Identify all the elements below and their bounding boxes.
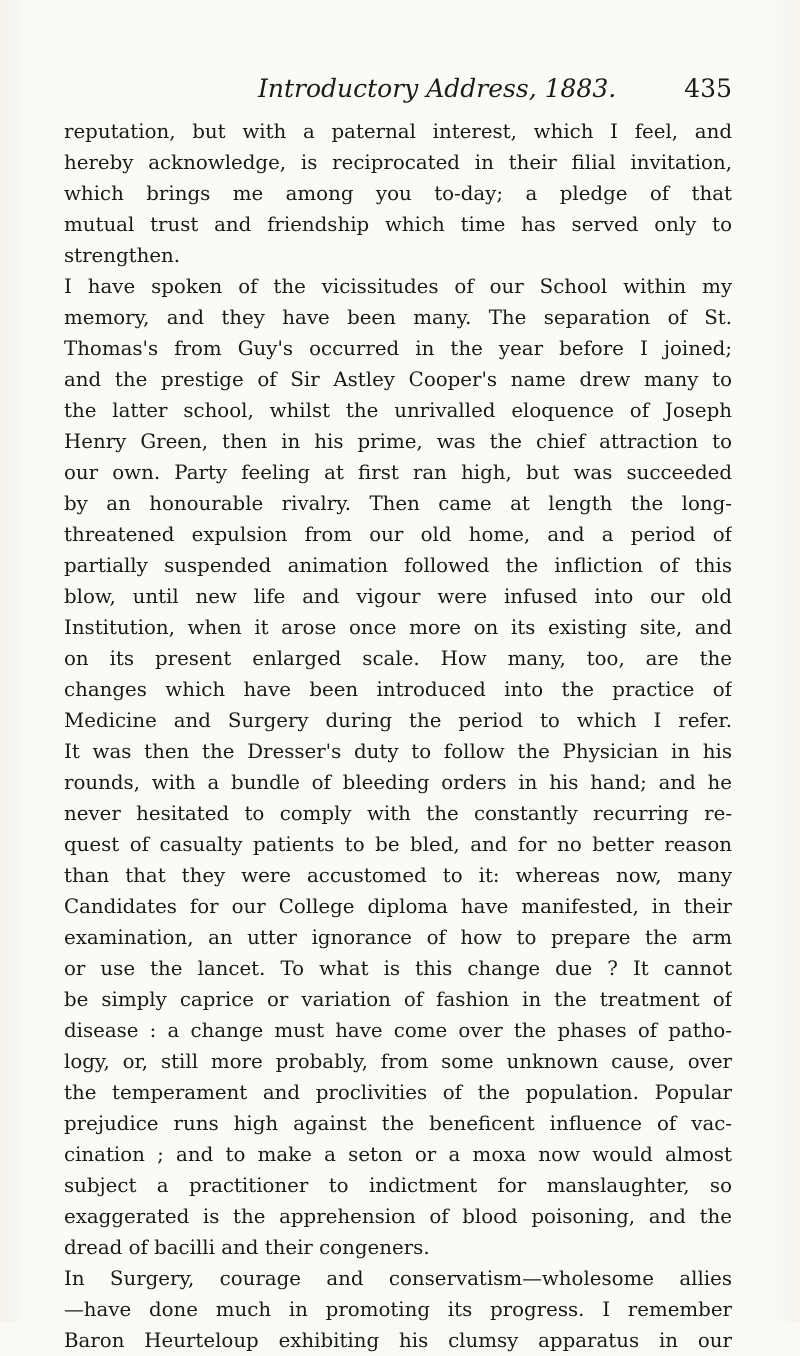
text-line: by an honourable rivalry. Then came at length the long- <box>64 492 732 515</box>
text-line: disease : a change must have come over the phases of patho- <box>64 1019 732 1042</box>
text-line: Candidates for our College diploma have manifested, in their <box>64 895 732 918</box>
text-line: Thomas's from Guy's occurred in the year before I joined; <box>64 337 732 360</box>
text-line: examination, an utter ignorance of how to prepare the arm <box>64 926 732 949</box>
text-line: Baron Heurteloup exhibiting his clumsy apparatus in our <box>64 1329 732 1352</box>
text-line: or use the lancet. To what is this change due ? It cannot <box>64 957 732 980</box>
text-line: mutual trust and friendship which time has served only to <box>64 213 732 236</box>
text-line: Medicine and Surgery during the period to which I refer. <box>64 709 732 732</box>
text-line: which brings me among you to-day; a pledge of that <box>64 182 732 205</box>
text-line: logy, or, still more probably, from some unknown cause, over <box>64 1050 732 1073</box>
text-line: exaggerated is the apprehension of blood poisoning, and the <box>64 1205 732 1228</box>
text-line: the temperament and proclivities of the population. Popular <box>64 1081 732 1104</box>
text-line: than that they were accustomed to it: whereas now, many <box>64 864 732 887</box>
text-line: I have spoken of the vicissitudes of our School within my <box>64 275 732 298</box>
text-line: Institution, when it arose once more on its existing site, and <box>64 616 732 639</box>
text-line: hereby acknowledge, is reciprocated in their filial invitation, <box>64 151 732 174</box>
text-line: In Surgery, courage and conservatism—wholesome allies <box>64 1267 732 1290</box>
text-line: and the prestige of Sir Astley Cooper's name drew many to <box>64 368 732 391</box>
text-line: threatened expulsion from our old home, and a period of <box>64 523 732 546</box>
text-line: blow, until new life and vigour were infused into our old <box>64 585 732 608</box>
text-line: dread of bacilli and their congeners. <box>64 1236 430 1259</box>
text-line: quest of casualty patients to be bled, and for no better reason <box>64 833 732 856</box>
text-line: never hesitated to comply with the constantly recurring re- <box>64 802 732 825</box>
text-line: be simply caprice or variation of fashion in the treatment of <box>64 988 732 1011</box>
text-line: memory, and they have been many. The separation of St. <box>64 306 732 329</box>
text-line: partially suspended animation followed the infliction of this <box>64 554 732 577</box>
text-line: It was then the Dresser's duty to follow the Physician in his <box>64 740 732 763</box>
text-line: the latter school, whilst the unrivalled eloquence of Joseph <box>64 399 732 422</box>
text-line: our own. Party feeling at first ran high, but was succeeded <box>64 461 732 484</box>
text-line: —have done much in promoting its progress. I remember <box>64 1298 732 1321</box>
text-line: on its present enlarged scale. How many, too, are the <box>64 647 732 670</box>
text-line: reputation, but with a paternal interest, which I feel, and <box>64 120 732 143</box>
text-line: prejudice runs high against the beneficent influence of vac- <box>64 1112 732 1135</box>
running-title: Introductory Address, 1883. <box>258 74 617 103</box>
page-number: 435 <box>684 74 732 103</box>
text-line: Henry Green, then in his prime, was the chief attraction to <box>64 430 732 453</box>
running-head <box>258 74 732 110</box>
text-line: subject a practitioner to indictment for manslaughter, so <box>64 1174 732 1197</box>
text-line: cination ; and to make a seton or a moxa now would almost <box>64 1143 732 1166</box>
text-line: changes which have been introduced into the practice of <box>64 678 732 701</box>
text-line: strengthen. <box>64 244 181 267</box>
text-line: rounds, with a bundle of bleeding orders in his hand; and he <box>64 771 732 794</box>
body-text <box>64 116 732 1356</box>
